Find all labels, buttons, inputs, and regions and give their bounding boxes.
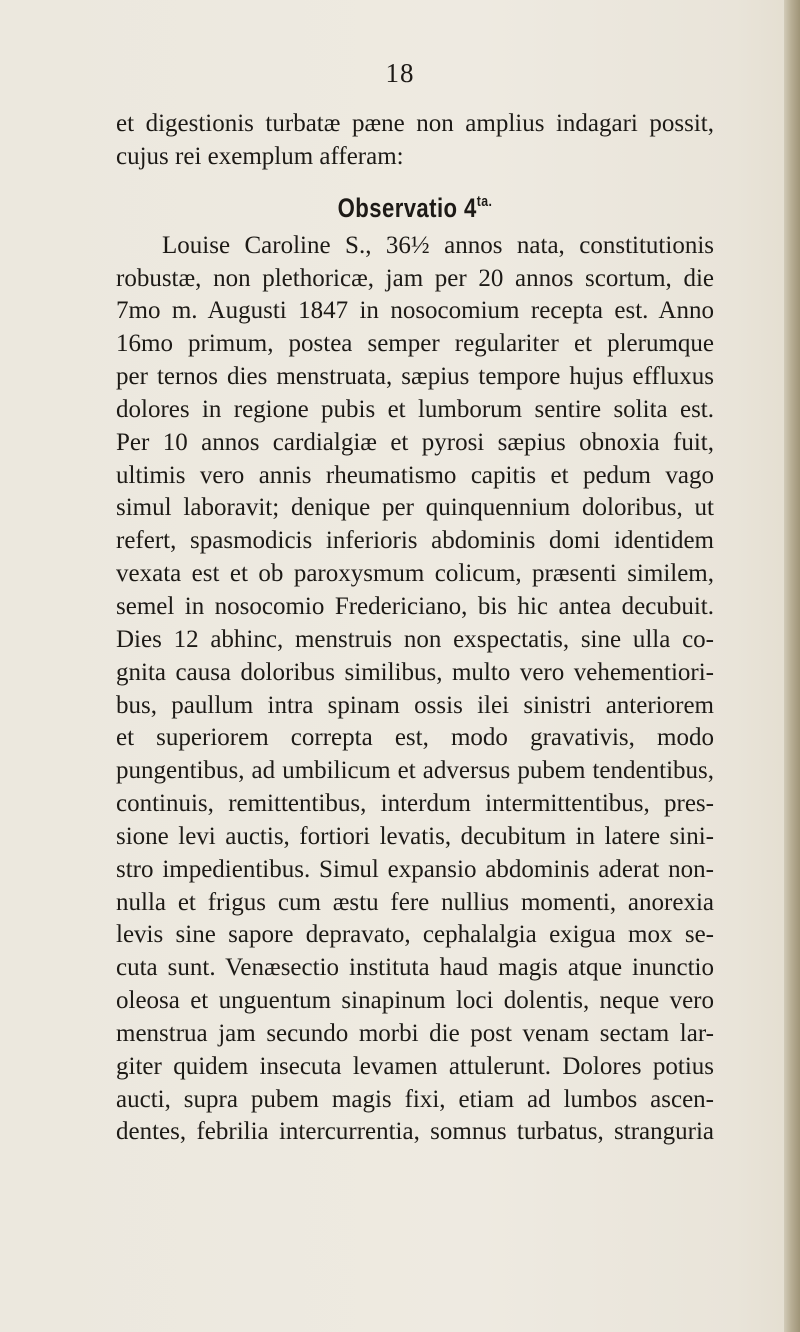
text-line: cujus rei exemplum afferam: bbox=[116, 142, 404, 170]
text-line: gnita causa doloribus similibus, multo vero vehementiori- bbox=[116, 658, 714, 686]
text-line: cuta sunt. Venæsectio instituta haud magis atque inunctio bbox=[116, 954, 714, 982]
text-line: pungentibus, ad umbilicum et adversus pubem tendentibus, bbox=[116, 757, 714, 785]
text-line: bus, paullum intra spinam ossis ilei sinistri anteriorem bbox=[116, 691, 714, 719]
heading-superscript: ta. bbox=[476, 192, 493, 210]
text-line: 16mo primum, postea semper regulariter et plerumque bbox=[116, 330, 714, 358]
text-line: levis sine sapore depravato, cephalalgia exigua mox se- bbox=[116, 921, 714, 949]
text-line: giter quidem insecuta levamen attulerunt. Dolores potius bbox=[116, 1052, 714, 1080]
section-heading bbox=[170, 174, 660, 230]
text-line: simul laboravit; denique per quinquennium doloribus, ut bbox=[116, 494, 714, 522]
heading-text: Observatio 4 bbox=[337, 192, 477, 223]
text-line: vexata est et ob paroxysmum colicum, præsenti similem, bbox=[116, 560, 714, 588]
text-line: per ternos dies menstruata, sæpius tempore hujus effluxus bbox=[116, 363, 714, 391]
body-text bbox=[116, 108, 714, 1149]
text-line: dentes, febrilia intercurrentia, somnus turbatus, stranguria bbox=[116, 1118, 714, 1146]
text-line: et digestionis turbatæ pæne non amplius indagari possit, bbox=[116, 110, 714, 137]
text-line: Louise Caroline S., 36½ annos nata, constitutionis bbox=[162, 231, 714, 259]
text-line: 7mo m. Augusti 1847 in nosocomium recepta est. Anno bbox=[116, 297, 714, 325]
text-line: nulla et frigus cum æstu fere nullius momenti, anorexia bbox=[116, 888, 714, 916]
text-line: continuis, remittentibus, interdum intermittentibus, pres- bbox=[116, 790, 714, 818]
page-number: 18 bbox=[385, 58, 415, 88]
page-edge bbox=[784, 0, 800, 1332]
text-line: stro impedientibus. Simul expansio abdominis aderat non- bbox=[116, 855, 714, 883]
text-line: refert, spasmodicis inferioris abdominis domi identidem bbox=[116, 527, 714, 555]
text-line: semel in nosocomio Fredericiano, bis hic antea decubuit. bbox=[116, 592, 714, 620]
text-line: Dies 12 abhinc, menstruis non exspectatis, sine ulla co- bbox=[116, 625, 714, 653]
text-line: et superiorem correpta est, modo gravativis, modo bbox=[116, 724, 714, 752]
text-line: dolores in regione pubis et lumborum sentire solita est. bbox=[116, 395, 714, 423]
text-line: ultimis vero annis rheumatismo capitis et pedum vago bbox=[116, 461, 714, 489]
text-line: sione levi auctis, fortiori levatis, decubitum in latere sini- bbox=[116, 822, 714, 850]
text-line: menstrua jam secundo morbi die post venam sectam lar- bbox=[116, 1019, 714, 1047]
text-line: aucti, supra pubem magis fixi, etiam ad lumbos ascen- bbox=[116, 1085, 714, 1113]
text-line: oleosa et unguentum sinapinum loci dolentis, neque vero bbox=[116, 987, 714, 1015]
text-line: robustæ, non plethoricæ, jam per 20 annos scortum, die bbox=[116, 264, 714, 292]
text-line: Per 10 annos cardialgiæ et pyrosi sæpius obnoxia fuit, bbox=[116, 428, 714, 456]
